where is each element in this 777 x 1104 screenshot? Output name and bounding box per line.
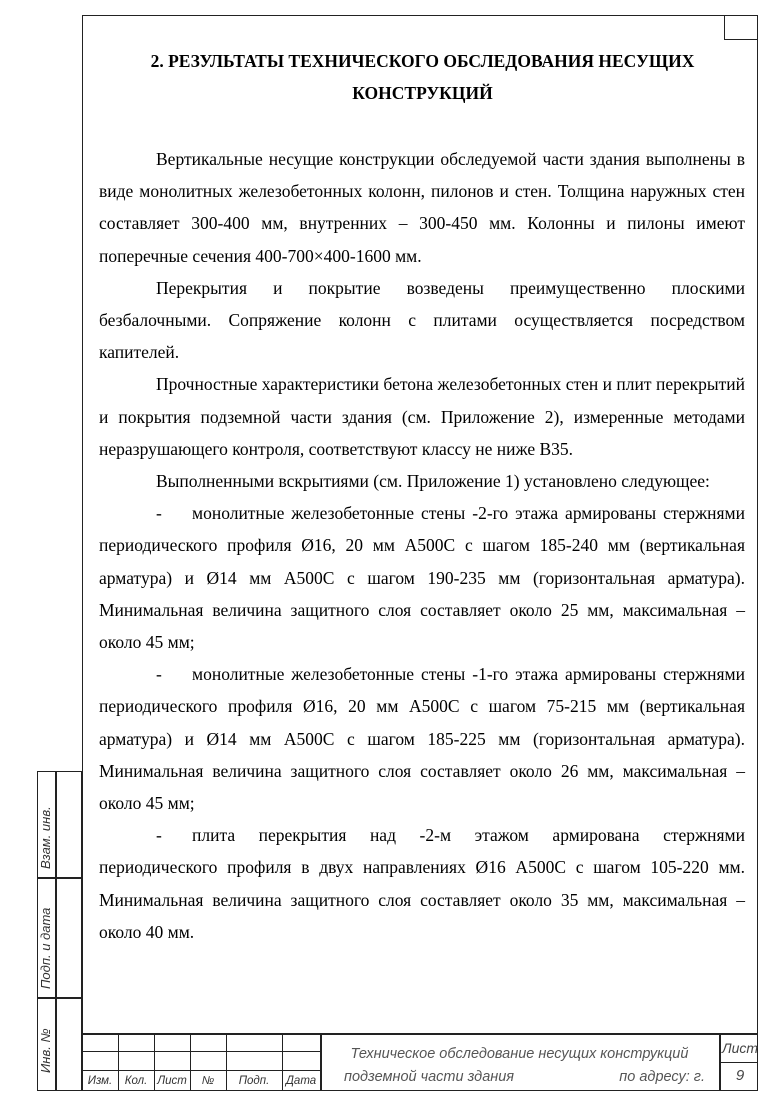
- stamp-title-line-2a: подземной части здания: [344, 1069, 515, 1085]
- bullet-item-1: [99, 497, 745, 658]
- stamp-title: [322, 1043, 717, 1091]
- heading-line-2: КОНСТРУКЦИЙ: [352, 83, 493, 103]
- bullet-item-3: [99, 819, 745, 948]
- stamp-col-kol: Кол.: [124, 1075, 148, 1087]
- side-label-podp-data: Подп. и дата: [38, 907, 53, 989]
- title-block: [82, 1033, 758, 1091]
- body-text: [99, 143, 745, 948]
- side-stamp: [37, 771, 82, 1091]
- stamp-col-podp: Подп.: [238, 1075, 270, 1087]
- side-label-vzam-inv: Взам. инв.: [38, 806, 53, 869]
- stamp-col-list: Лист: [157, 1075, 187, 1087]
- stamp-sheet-number: 9: [735, 1067, 745, 1084]
- stamp-col-no: №: [201, 1075, 215, 1087]
- paragraph-4: Выполненными вскрытиями (см. Приложение 1) установлено следующее:: [156, 471, 710, 492]
- stamp-title-line-1: Техническое обследование несущих конструкций: [350, 1046, 689, 1062]
- paragraph-3: Прочностные характеристики бетона железобетонных стен и плит перекрытий и покрытия подземной части здания (см. Приложение 2), измеренные методами неразрушающего контроля, соответствуют классу не ниже В35.: [99, 374, 745, 459]
- heading-line-1: 2. РЕЗУЛЬТАТЫ ТЕХНИЧЕСКОГО ОБСЛЕДОВАНИЯ НЕСУЩИХ: [150, 51, 695, 71]
- bullet-text: монолитные железобетонные стены -1-го этажа армированы стержнями периодического профиля Ø16, 20 мм А500С с шагом 75-215 мм (вертикальная арматура) и Ø14 мм А500С с шагом 185-225 мм (горизонтальная арматура). Минимальная величина защитного слоя составляет около 26 мм, максимальная – около 45 мм;: [99, 664, 745, 814]
- stamp-sheet-label: Лист: [722, 1040, 759, 1056]
- stamp-title-line-2b: по адресу: г.: [619, 1069, 705, 1085]
- bullet-text: плита перекрытия над -2-м этажом армирована стержнями периодического профиля в двух направлениях Ø16 А500С с шагом 105-220 мм. Минимальная величина защитного слоя составляет около 35 мм, максимальная – около 40 мм.: [99, 825, 745, 942]
- bullet-text: монолитные железобетонные стены -2-го этажа армированы стержнями периодического профиля Ø16, 20 мм А500С с шагом 185-240 мм (вертикальная арматура) и Ø14 мм А500С с шагом 190-235 мм (горизонтальная арматура). Минимальная величина защитного слоя составляет около 25 мм, максимальная – около 45 мм;: [99, 503, 745, 653]
- side-column-divider: [55, 771, 57, 1091]
- stamp-col-izm: Изм.: [87, 1075, 113, 1087]
- paragraph-1: Вертикальные несущие конструкции обследуемой части здания выполнены в виде монолитных железобетонных колонн, пилонов и стен. Толщина наружных стен составляет 300-400 мм, внутренних – 300-450 мм. Колонны и пилоны имеют поперечные сечения 400-700×400-1600 мм.: [99, 149, 745, 266]
- bullet-marker: -: [156, 503, 162, 524]
- side-label-inv-no: Инв. №: [38, 1028, 53, 1073]
- stamp-title-line-2: [322, 1066, 717, 1089]
- stamp-col-data: Дата: [285, 1075, 317, 1087]
- bullet-marker: -: [156, 825, 162, 846]
- section-heading: [100, 45, 745, 109]
- bullet-marker: -: [156, 664, 162, 685]
- paragraph-2: Перекрытия и покрытие возведены преимущественно плоскими безбалочными. Сопряжение колонн с плитами осуществляется посредством капителей.: [99, 277, 745, 363]
- bullet-item-2: [99, 658, 745, 819]
- corner-box: [724, 15, 758, 40]
